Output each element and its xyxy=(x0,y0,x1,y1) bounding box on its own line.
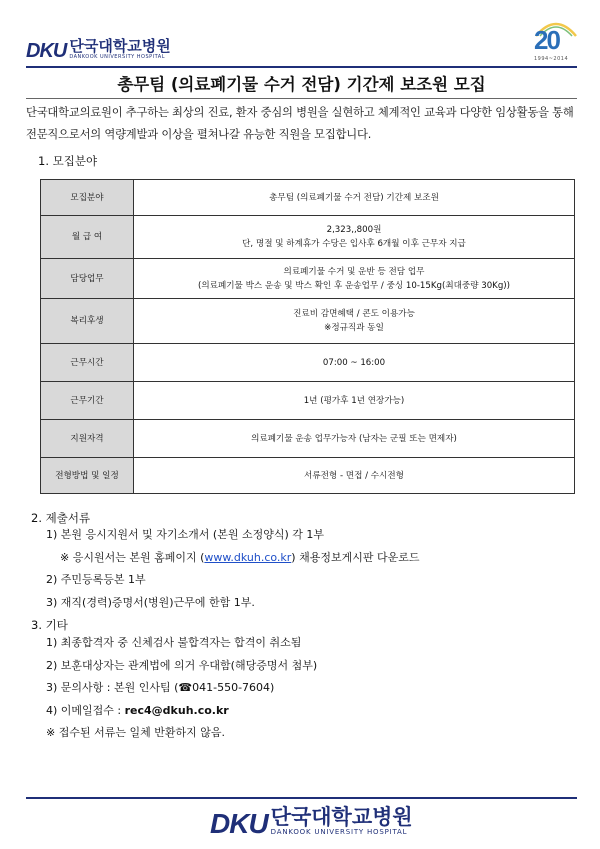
row-value: 서류전형 - 면접 / 수시전형 xyxy=(134,458,575,494)
row-label: 복리후생 xyxy=(41,299,134,344)
hospital-english-name: DANKOOK UNIVERSITY HOSPITAL xyxy=(69,54,166,60)
row-label: 근무시간 xyxy=(41,344,134,382)
other-list xyxy=(46,632,576,745)
row-label: 월 급 여 xyxy=(41,216,134,259)
table-row xyxy=(41,180,575,216)
hospital-name: 단국대학교병원 xyxy=(270,805,413,829)
row-value: 1년 (평가후 1년 연장가능) xyxy=(134,382,575,420)
hospital-logo-top xyxy=(26,38,171,60)
intro-paragraph: 단국대학교의료원이 추구하는 최상의 진료, 환자 중심의 병원을 실현하고 체계적인 교육과 다양한 임상활동을 통해 전문직으로서의 역량계발과 이상을 펼쳐나갈 유능한 직원을 모집합니다. xyxy=(26,106,574,141)
recruitment-table xyxy=(40,179,575,494)
section-heading-recruitment: 1. 모집분야 xyxy=(38,154,98,168)
list-item: 1) 본원 응시지원서 및 자기소개서 (본원 소정양식) 각 1부 xyxy=(46,528,324,541)
list-item-note: ※ 응시원서는 본원 홈페이지 (www.dkuh.co.kr) 채용정보게시판 다운로드 xyxy=(60,550,420,564)
list-item: 4) 이메일접수 : rec4@dkuh.co.kr xyxy=(46,703,229,717)
anniversary-emblem xyxy=(532,16,580,66)
section-heading-other: 3. 기타 xyxy=(31,618,68,632)
hospital-logo-bottom xyxy=(210,806,413,837)
row-value: 07:00 ~ 16:00 xyxy=(134,344,575,382)
row-value: 2,323,,800원 단, 명절 및 하계휴가 수당은 입사후 6개월 이후 근무자 지급 xyxy=(134,216,575,259)
hospital-name: 단국대학교병원 xyxy=(69,37,171,55)
footer-rule xyxy=(26,797,577,799)
row-label: 지원자격 xyxy=(41,420,134,458)
anniversary-years: 1994~2014 xyxy=(534,56,569,62)
row-value: 총무팀 (의료폐기물 수거 전담) 기간제 보조원 xyxy=(134,180,575,216)
anniversary-number: 20 xyxy=(534,25,559,55)
dku-logo-mark: DKU xyxy=(210,808,268,839)
hospital-english-name: DANKOOK UNIVERSITY HOSPITAL xyxy=(270,828,408,836)
table-row xyxy=(41,259,575,299)
list-item: 2) 주민등록등본 1부 xyxy=(46,573,146,586)
row-label: 담당업무 xyxy=(41,259,134,299)
list-item-note: ※ 접수된 서류는 일체 반환하지 않음. xyxy=(46,726,225,739)
table-row xyxy=(41,420,575,458)
page-title: 총무팀 (의료폐기물 수거 전담) 기간제 보조원 모집 xyxy=(117,75,486,94)
list-item: 3) 문의사항 : 본원 인사팀 (☎041-550-7604) xyxy=(46,681,275,694)
documents-list xyxy=(46,524,576,614)
header-rule xyxy=(26,66,577,68)
email-address[interactable]: rec4@dkuh.co.kr xyxy=(124,703,229,717)
row-value: 의료폐기물 수거 및 운반 등 전담 업무 (의료폐기물 박스 운송 및 박스 확인 후 운송업무 / 중싱 10-15Kg(최대중량 30Kg)) xyxy=(134,259,575,299)
title-rule xyxy=(26,98,577,99)
table-row xyxy=(41,344,575,382)
row-label: 전형방법 및 일정 xyxy=(41,458,134,494)
section-heading-documents: 2. 제출서류 xyxy=(31,511,91,525)
row-value: 진료비 감면혜택 / 콘도 이용가능 ※정규직과 동일 xyxy=(134,299,575,344)
homepage-link[interactable]: www.dkuh.co.kr xyxy=(204,550,292,564)
row-label: 모집분야 xyxy=(41,180,134,216)
list-item: 1) 최종합격자 중 신체검사 불합격자는 합격이 취소됨 xyxy=(46,636,302,649)
row-value: 의료폐기물 운송 업무가능자 (남자는 군필 또는 면제자) xyxy=(134,420,575,458)
list-item: 3) 재직(경력)증명서(병원)근무에 한함 1부. xyxy=(46,595,255,609)
table-row xyxy=(41,299,575,344)
dku-logo-mark: DKU xyxy=(26,40,67,62)
row-label: 근무기간 xyxy=(41,382,134,420)
table-row xyxy=(41,458,575,494)
list-item: 2) 보훈대상자는 관계법에 의거 우대함(해당증명서 첨부) xyxy=(46,658,318,672)
table-row xyxy=(41,216,575,259)
table-row xyxy=(41,382,575,420)
